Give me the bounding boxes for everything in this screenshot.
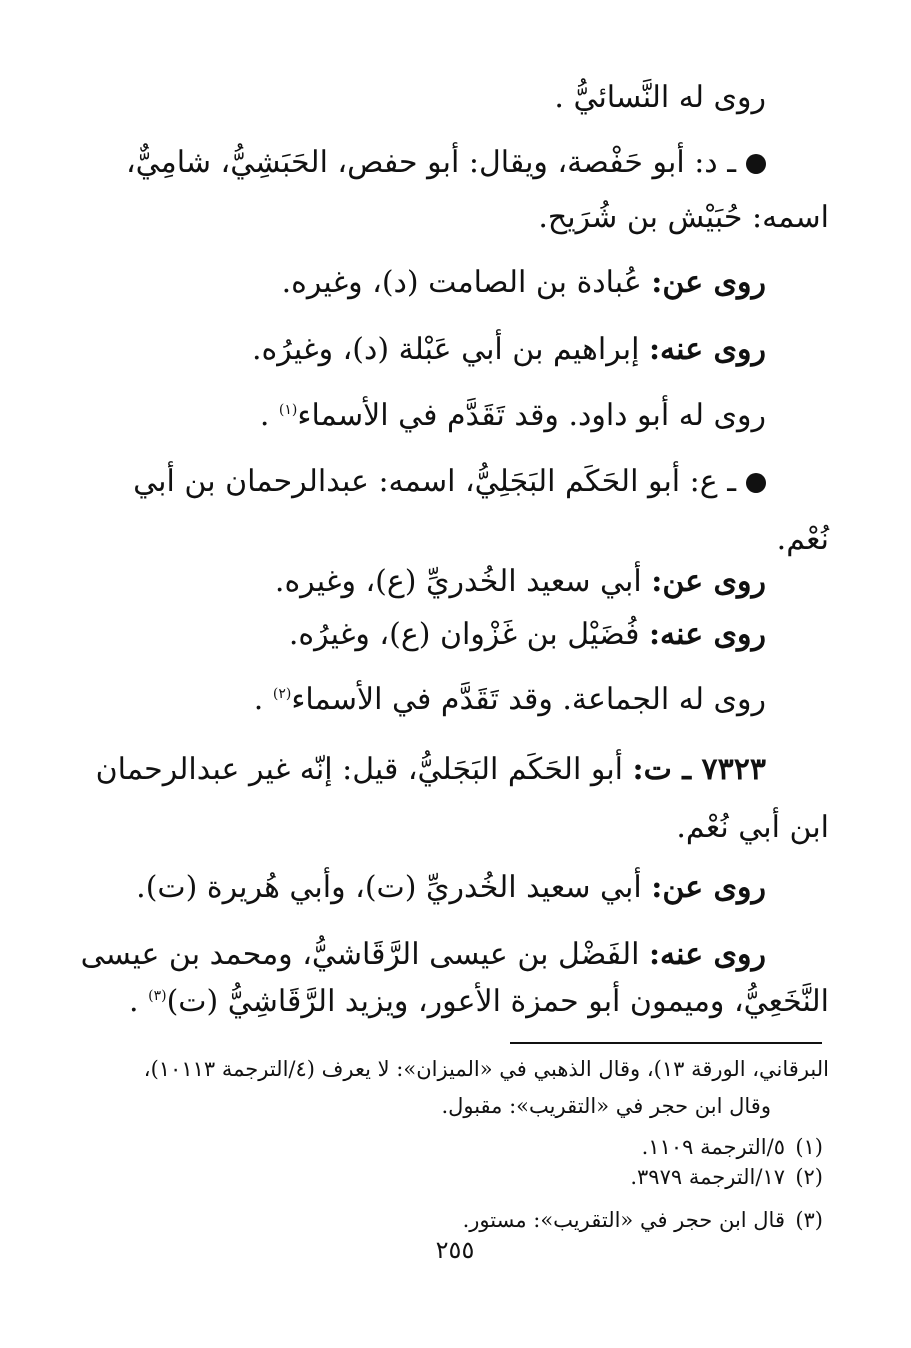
text-line: اسمه: حُبَيْش بن شُرَيح.: [538, 200, 829, 235]
bullet-icon: [746, 154, 766, 174]
footnote-ref: (٣): [148, 988, 167, 1004]
text-line: روى له أبو داود. وقد تَقَدَّم في الأسماء$^{(١)}$ .: [259, 398, 766, 433]
entry-heading: ـ ع: أبو الحَكَم البَجَلِيُّ، اسمه: عبدالرحمان بن أبي: [133, 462, 766, 502]
narrators-by: روى عنه: إبراهيم بن أبي عَبْلة (د)، وغيرُه.: [252, 332, 766, 367]
narrators-by: روى عنه: الفَضْل بن عيسى الرَّقَاشيُّ، ومحمد بن عيسى: [80, 937, 766, 972]
footnote-number: (٣): [795, 1208, 823, 1232]
bullet-icon: [746, 473, 766, 493]
footnote-number: (٢): [795, 1165, 823, 1189]
text-line: روى له الجماعة. وقد تَقَدَّم في الأسماء$^{(٢)}$ .: [253, 682, 766, 717]
entry-heading: ـ د: أبو حَفْصة، ويقال: أبو حفص، الحَبَشِيُّ، شامِيٌّ،: [126, 143, 766, 183]
footnote-divider: [510, 1042, 822, 1044]
footnote-ref: (١): [278, 402, 298, 418]
page-number: ٢٥٥: [435, 1236, 475, 1264]
narrators-from: روى عن: عُبادة بن الصامت (د)، وغيره.: [281, 265, 766, 300]
narrators-from: روى عن: أبي سعيد الخُدريِّ (ت)، وأبي هُريرة (ت).: [136, 870, 766, 905]
footnote-number: (١): [795, 1135, 823, 1159]
footnote: (٢)١٧/الترجمة ٣٩٧٩.: [630, 1165, 823, 1189]
footnote: (١)٥/الترجمة ١١٠٩.: [641, 1135, 823, 1159]
footnote: وقال ابن حجر في «التقريب»: مقبول.: [441, 1094, 771, 1118]
footnote: البرقاني، الورقة ١٣)، وقال الذهبي في «الميزان»: لا يعرف (٤/الترجمة ١٠١١٣)،: [143, 1057, 829, 1081]
footnote-ref: (٢): [272, 686, 292, 702]
text-line: ابن أبي نُعْم.: [676, 810, 829, 845]
narrators-from: روى عن: أبي سعيد الخُدريِّ (ع)، وغيره.: [274, 564, 766, 599]
narrators-by: روى عنه: فُضَيْل بن غَزْوان (ع)، وغيرُه.: [288, 617, 766, 652]
text-line: نُعْم.: [776, 522, 829, 557]
text-line: روى له النَّسائيُّ .: [554, 80, 766, 115]
footnote: (٣)قال ابن حجر في «التقريب»: مستور.: [462, 1208, 823, 1232]
entry-heading: ٧٣٢٣ ـ ت: أبو الحَكَم البَجَليُّ، قيل: إنّه غير عبدالرحمان: [95, 752, 766, 787]
text-line: النَّخَعِيُّ، وميمون أبو حمزة الأعور، ويزيد الرَّقَاشِيُّ (ت)$^{(٣)}$ .: [129, 984, 829, 1019]
